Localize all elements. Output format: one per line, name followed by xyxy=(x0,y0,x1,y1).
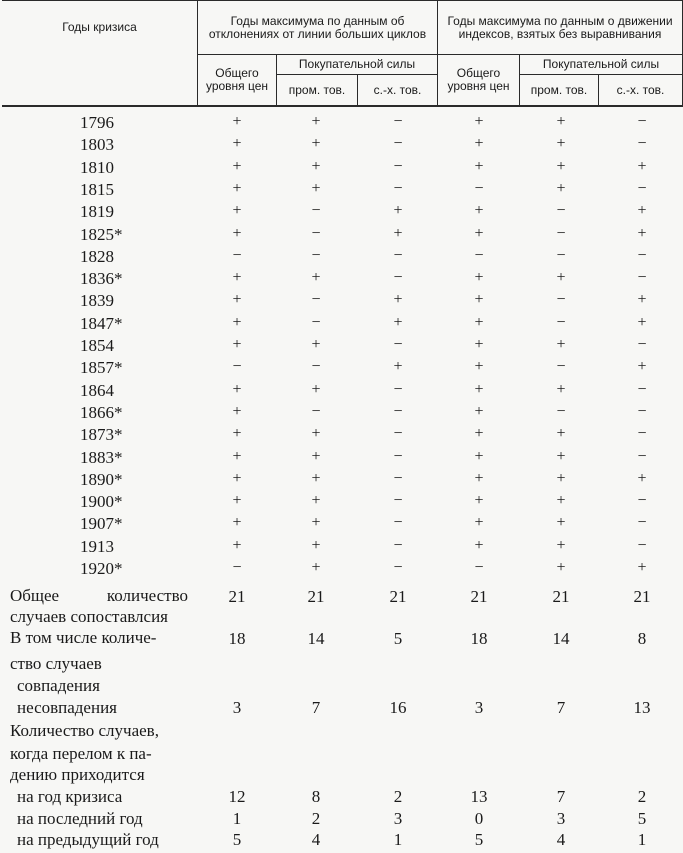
crisis-year: 1839 xyxy=(80,291,114,311)
total-value: 21 xyxy=(552,587,570,606)
mark-cell: + xyxy=(311,135,321,153)
mark-cell: − xyxy=(232,246,242,264)
noncoincidence-value: 3 xyxy=(232,698,242,717)
coincidence-label: совпадения xyxy=(17,676,100,695)
mark-cell: + xyxy=(474,202,484,220)
crisis-year: 1900* xyxy=(80,492,123,512)
mark-cell: + xyxy=(311,514,321,532)
mark-cell: − xyxy=(637,536,647,554)
mark-cell: − xyxy=(556,291,566,309)
mark-cell: + xyxy=(232,380,242,398)
crisis-year: 1825* xyxy=(80,224,123,244)
previous-year-value: 5 xyxy=(474,830,484,849)
mark-cell: + xyxy=(393,202,403,220)
mark-cell: − xyxy=(393,246,403,264)
mark-cell: + xyxy=(556,269,566,287)
mark-cell: + xyxy=(232,536,242,554)
mark-cell: + xyxy=(474,135,484,153)
crisis-year-value: 8 xyxy=(311,787,321,806)
last-year-value: 2 xyxy=(311,809,321,828)
total-value: 21 xyxy=(470,587,488,606)
mark-cell: + xyxy=(311,536,321,554)
mark-cell: + xyxy=(232,492,242,510)
table-row xyxy=(0,559,683,581)
mark-cell: − xyxy=(393,179,403,197)
mark-cell: + xyxy=(474,514,484,532)
general-level-header: Общего уровня цен xyxy=(447,66,510,93)
mark-cell: − xyxy=(637,380,647,398)
noncoincidence-value: 7 xyxy=(556,698,566,717)
mark-cell: − xyxy=(393,269,403,287)
mark-cell: − xyxy=(393,113,403,130)
mark-cell: − xyxy=(556,402,566,420)
mark-cell: + xyxy=(637,559,647,576)
mark-cell: + xyxy=(556,536,566,554)
mark-cell: + xyxy=(556,380,566,398)
coincidence-value: 14 xyxy=(552,629,570,648)
crisis-year-value: 7 xyxy=(556,787,566,806)
table-row xyxy=(0,135,683,157)
mark-cell: + xyxy=(232,135,242,153)
mark-cell: + xyxy=(556,113,566,130)
crisis-year: 1819 xyxy=(80,202,114,222)
mark-cell: − xyxy=(311,246,321,264)
mark-cell: − xyxy=(393,157,403,175)
crisis-year-label: на год кризиса xyxy=(17,787,123,806)
crisis-year-value: 2 xyxy=(393,787,403,806)
previous-year-value: 5 xyxy=(232,830,242,849)
total-label-line1: Общее количество xyxy=(10,586,188,605)
turn-label-line3: дению приходится xyxy=(10,765,145,784)
crisis-year: 1866* xyxy=(80,402,123,422)
mark-cell: − xyxy=(393,336,403,353)
mark-cell: + xyxy=(556,336,566,353)
mark-cell: + xyxy=(474,425,484,443)
mark-cell: − xyxy=(393,135,403,153)
group2-header: Годы максимума по данным о движении индексов, взятых без выравнивания xyxy=(447,14,673,41)
noncoincidence-label: несовпадения xyxy=(17,698,117,717)
total-value: 21 xyxy=(228,587,246,606)
mark-cell: + xyxy=(474,447,484,465)
noncoincidence-value: 7 xyxy=(311,698,321,717)
table-row xyxy=(0,314,683,336)
mark-cell: + xyxy=(232,469,242,487)
mark-cell: − xyxy=(637,514,647,532)
mark-cell: + xyxy=(556,559,566,576)
coincidence-value: 5 xyxy=(393,629,403,648)
crisis-year: 1907* xyxy=(80,514,123,534)
mark-cell: + xyxy=(474,269,484,287)
mark-cell: + xyxy=(232,447,242,465)
mark-cell: − xyxy=(637,113,647,130)
mark-cell: − xyxy=(474,559,484,576)
table-row xyxy=(0,291,683,313)
incl-label-line2: ство случаев xyxy=(10,654,102,673)
table-row xyxy=(0,269,683,291)
mark-cell: + xyxy=(232,336,242,353)
mark-cell: − xyxy=(556,358,566,376)
mark-cell: + xyxy=(474,113,484,130)
mark-cell: + xyxy=(393,291,403,309)
mark-cell: − xyxy=(393,469,403,487)
incl-label-line1: В том числе количе- xyxy=(10,628,157,647)
table-row xyxy=(0,247,683,269)
mark-cell: + xyxy=(232,514,242,532)
mark-cell: + xyxy=(232,224,242,242)
table-row xyxy=(0,358,683,380)
crisis-year: 1810 xyxy=(80,157,114,177)
mark-cell: + xyxy=(393,224,403,242)
mark-cell: − xyxy=(393,536,403,554)
mark-cell: − xyxy=(637,447,647,465)
table-row xyxy=(0,448,683,470)
table-row xyxy=(0,180,683,202)
crisis-year: 1847* xyxy=(80,313,123,333)
mark-cell: − xyxy=(393,425,403,443)
table-row xyxy=(0,225,683,247)
mark-cell: − xyxy=(637,246,647,264)
table-row xyxy=(0,202,683,224)
table-row xyxy=(0,425,683,447)
table-row xyxy=(0,514,683,536)
mark-cell: + xyxy=(232,179,242,197)
noncoincidence-value: 3 xyxy=(474,698,484,717)
coincidence-value: 18 xyxy=(470,629,488,648)
mark-cell: + xyxy=(232,291,242,309)
crisis-year: 1883* xyxy=(80,447,123,467)
previous-year-value: 1 xyxy=(393,830,403,849)
last-year-value: 3 xyxy=(556,809,566,828)
mark-cell: + xyxy=(474,469,484,487)
mark-cell: − xyxy=(393,492,403,510)
mark-cell: + xyxy=(556,492,566,510)
mark-cell: + xyxy=(232,313,242,331)
industrial-goods-header: пром. тов. xyxy=(288,82,346,97)
mark-cell: + xyxy=(232,425,242,443)
mark-cell: + xyxy=(393,358,403,376)
noncoincidence-value: 13 xyxy=(633,698,651,717)
mark-cell: + xyxy=(474,402,484,420)
crisis-year: 1796 xyxy=(80,113,114,132)
mark-cell: − xyxy=(311,224,321,242)
mark-cell: − xyxy=(474,179,484,197)
mark-cell: + xyxy=(556,514,566,532)
total-value: 21 xyxy=(633,587,651,606)
crisis-year-value: 2 xyxy=(637,787,647,806)
last-year-value: 3 xyxy=(393,809,403,828)
mark-cell: + xyxy=(637,224,647,242)
mark-cell: + xyxy=(556,469,566,487)
mark-cell: − xyxy=(637,135,647,153)
mark-cell: + xyxy=(556,135,566,153)
mark-cell: + xyxy=(474,291,484,309)
table-row xyxy=(0,403,683,425)
last-year-value: 5 xyxy=(637,809,647,828)
mark-cell: + xyxy=(474,336,484,353)
mark-cell: − xyxy=(637,492,647,510)
years-column-header: Годы кризиса xyxy=(62,19,137,34)
mark-cell: − xyxy=(556,202,566,220)
mark-cell: + xyxy=(474,492,484,510)
previous-year-value: 4 xyxy=(311,830,321,849)
crisis-year: 1803 xyxy=(80,135,114,155)
mark-cell: + xyxy=(474,224,484,242)
mark-cell: − xyxy=(556,313,566,331)
mark-cell: − xyxy=(232,559,242,576)
mark-cell: + xyxy=(311,559,321,576)
header-bottom-line xyxy=(2,105,683,107)
coincidence-value: 18 xyxy=(228,629,246,648)
mark-cell: + xyxy=(637,358,647,376)
mark-cell: − xyxy=(393,402,403,420)
crisis-year: 1857* xyxy=(80,358,123,378)
mark-cell: + xyxy=(311,492,321,510)
table-row xyxy=(0,158,683,180)
purchasing-power-header: Покупательной силы xyxy=(298,57,416,71)
mark-cell: − xyxy=(311,358,321,376)
mark-cell: + xyxy=(311,469,321,487)
mark-cell: + xyxy=(556,179,566,197)
crisis-year: 1836* xyxy=(80,269,123,289)
crisis-year: 1864 xyxy=(80,380,114,400)
mark-cell: + xyxy=(232,269,242,287)
crisis-year: 1815 xyxy=(80,179,114,199)
previous-year-label: на предыдущий год xyxy=(17,830,159,849)
table-header xyxy=(0,0,683,106)
mark-cell: − xyxy=(393,514,403,532)
mark-cell: + xyxy=(232,402,242,420)
mark-cell: + xyxy=(232,157,242,175)
general-level-header: Общего уровня цен xyxy=(205,66,269,93)
mark-cell: + xyxy=(474,157,484,175)
group1-header: Годы максимума по данным об отклонениях от линии больших циклов xyxy=(208,14,427,41)
mark-cell: + xyxy=(474,313,484,331)
mark-cell: + xyxy=(637,469,647,487)
mark-cell: − xyxy=(393,559,403,576)
crisis-year: 1828 xyxy=(80,246,114,266)
agricultural-goods-header: с.-х. тов. xyxy=(616,82,665,97)
coincidence-value: 8 xyxy=(637,629,647,648)
total-value: 21 xyxy=(307,587,325,606)
mark-cell: + xyxy=(474,536,484,554)
mark-cell: + xyxy=(232,113,242,130)
coincidence-value: 14 xyxy=(307,629,325,648)
mark-cell: − xyxy=(311,313,321,331)
noncoincidence-value: 16 xyxy=(389,698,407,717)
mark-cell: − xyxy=(232,358,242,376)
crisis-year-value: 13 xyxy=(470,787,488,806)
table-row xyxy=(0,113,683,135)
mark-cell: − xyxy=(637,425,647,443)
last-year-value: 0 xyxy=(474,809,484,828)
mark-cell: − xyxy=(311,291,321,309)
mark-cell: − xyxy=(637,179,647,197)
total-label-line2: случаев сопоставлсия xyxy=(10,607,168,626)
crisis-year: 1890* xyxy=(80,469,123,489)
crisis-year: 1873* xyxy=(80,425,123,445)
turn-label-line1: Количество случаев, xyxy=(10,721,159,740)
previous-year-value: 4 xyxy=(556,830,566,849)
mark-cell: − xyxy=(474,246,484,264)
mark-cell: + xyxy=(474,380,484,398)
mark-cell: − xyxy=(556,224,566,242)
table-row xyxy=(0,470,683,492)
mark-cell: + xyxy=(556,425,566,443)
mark-cell: + xyxy=(393,313,403,331)
mark-cell: + xyxy=(474,358,484,376)
mark-cell: − xyxy=(393,380,403,398)
industrial-goods-header: пром. тов. xyxy=(530,82,588,97)
agricultural-goods-header: с.-х. тов. xyxy=(373,82,422,97)
crisis-year: 1854 xyxy=(80,336,114,355)
mark-cell: + xyxy=(311,425,321,443)
mark-cell: + xyxy=(637,157,647,175)
mark-cell: + xyxy=(311,447,321,465)
mark-cell: − xyxy=(637,269,647,287)
last-year-value: 1 xyxy=(232,809,242,828)
table-row xyxy=(0,336,683,358)
mark-cell: + xyxy=(311,179,321,197)
mark-cell: − xyxy=(311,202,321,220)
mark-cell: + xyxy=(311,336,321,353)
mark-cell: − xyxy=(311,402,321,420)
mark-cell: + xyxy=(637,313,647,331)
table-row xyxy=(0,492,683,514)
table-row xyxy=(0,381,683,403)
mark-cell: + xyxy=(311,113,321,130)
purchasing-power-header: Покупательной силы xyxy=(542,57,660,71)
mark-cell: + xyxy=(311,380,321,398)
mark-cell: − xyxy=(637,336,647,353)
mark-cell: + xyxy=(311,157,321,175)
mark-cell: − xyxy=(637,402,647,420)
crisis-year-value: 12 xyxy=(228,787,246,806)
mark-cell: + xyxy=(556,157,566,175)
crisis-year: 1920* xyxy=(80,559,123,578)
table-row xyxy=(0,537,683,559)
mark-cell: + xyxy=(311,269,321,287)
previous-year-value: 1 xyxy=(637,830,647,849)
total-value: 21 xyxy=(389,587,407,606)
mark-cell: − xyxy=(393,447,403,465)
last-year-label: на последний год xyxy=(17,809,143,828)
crisis-year: 1913 xyxy=(80,536,114,556)
mark-cell: + xyxy=(637,291,647,309)
mark-cell: + xyxy=(232,202,242,220)
mark-cell: − xyxy=(556,246,566,264)
mark-cell: + xyxy=(637,202,647,220)
turn-label-line2: когда перелом к па- xyxy=(10,744,152,763)
mark-cell: + xyxy=(556,447,566,465)
